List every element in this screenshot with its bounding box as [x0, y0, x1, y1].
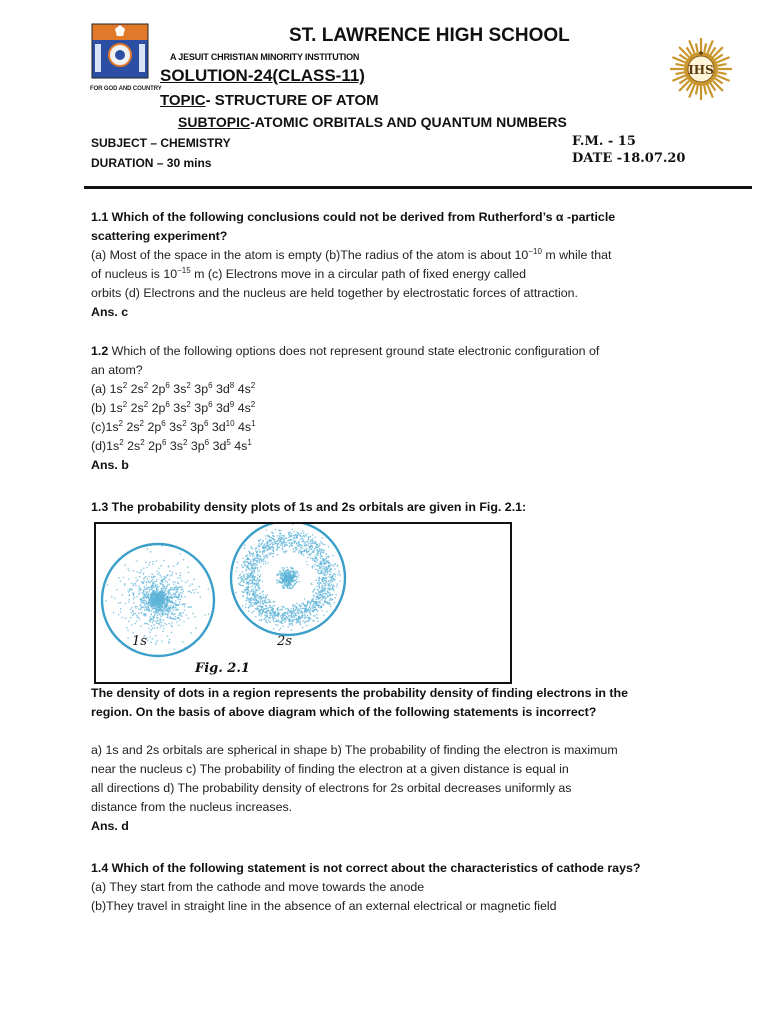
q3-options-line3: all directions d) The probability density of electrons for 2s orbital decreases uniformly as [91, 781, 572, 795]
q2-question-text: Which of the following options does not represent ground state electronic configuration of [108, 344, 600, 358]
subject-line: SUBJECT – CHEMISTRY [91, 136, 231, 150]
subtopic-line [178, 114, 567, 130]
topic-line [160, 92, 379, 109]
label-2s: 2s [277, 634, 292, 649]
q4-question: 1.4 Which of the following statement is not correct about the characteristics of cathode rays? [91, 861, 641, 875]
figure-caption: Fig. 2.1 [195, 661, 250, 676]
q1-options-line3: orbits (d) Electrons and the nucleus are held together by electrostatic forces of attraction. [91, 286, 578, 300]
q1-exponent: −10 [528, 247, 542, 256]
q3-options-line4: distance from the nucleus increases. [91, 800, 293, 814]
header-divider [84, 186, 752, 189]
q2-option: $(c)1s^2$ $2s^2$ $2p^6$ $3s^2$ $3p^6$ $3d^{10}$ $4s^1$ [91, 419, 256, 434]
q3-question: 1.3 The probability density plots of 1s and 2s orbitals are given in Fig. 2.1: [91, 500, 527, 514]
q2-number: 1.2 [91, 344, 109, 358]
q1-options-line2 [91, 265, 681, 284]
q1-opt-text: m while that [541, 248, 612, 262]
label-1s: 1s [132, 634, 147, 649]
orbital-figure [94, 522, 512, 684]
q2-option: $(d)1s^2$ $2s^2$ $2p^6$ $3s^2$ $3p^6$ $3d^5$ $4s^1$ [91, 438, 252, 453]
orbital-plot [96, 524, 510, 682]
q2-question-line2: an atom? [91, 363, 143, 377]
q1-opt-text: (a) Most of the space in the atom is empty (b)The radius of the atom is about 10 [91, 248, 529, 262]
topic-text: - STRUCTURE OF ATOM [205, 92, 379, 109]
q1-opt-text: m (c) Electrons move in a circular path of fixed energy called [190, 267, 527, 281]
q2-option: (b) $1s^2$ $2s^2$ $2p^6$ $3s^2$ $3p^6$ $3d^9$ $4s^2$ [91, 400, 256, 415]
q1-options-line1 [91, 246, 681, 265]
q3-options-line2: near the nucleus c) The probability of finding the electron at a given distance is equal in [91, 762, 569, 776]
q4-option-a: (a) They start from the cathode and move towards the anode [91, 880, 425, 894]
q1-answer: Ans. c [91, 305, 129, 319]
q1-opt-text: of nucleus is 10 [91, 267, 178, 281]
orbital-2s-dots [235, 524, 341, 631]
topic-label: TOPIC [160, 92, 206, 109]
q3-statement-line2: region. On the basis of above diagram which of the following statements is incorrect? [91, 705, 597, 719]
school-name: ST. LAWRENCE HIGH SCHOOL [289, 25, 570, 46]
q2-option: (a) $1s^2$ $2s^2$ $2p^6$ $3s^2$ $3p^6$ $3d^8$ $4s^2$ [91, 381, 256, 396]
school-crest-icon [86, 22, 154, 82]
q3-statement-line1: The density of dots in a region represents the probability density of finding electrons in the [91, 686, 628, 700]
q2-question-line1 [91, 342, 681, 361]
subtopic-text: -ATOMIC ORBITALS AND QUANTUM NUMBERS [250, 114, 567, 130]
q3-answer: Ans. d [91, 819, 129, 833]
full-marks: F.M. - 15 [572, 134, 636, 149]
subtopic-label: SUBTOPIC [178, 114, 251, 130]
solution-title: SOLUTION-24(CLASS-11) [160, 66, 365, 85]
q3-options-line1: a) 1s and 2s orbitals are spherical in shape b) The probability of finding the electron is maximum [91, 743, 618, 757]
institution-line: A JESUIT CHRISTIAN MINORITY INSTITUTION [170, 52, 360, 62]
duration-line: DURATION – 30 mins [91, 156, 212, 170]
q2-answer: Ans. b [91, 458, 129, 472]
q1-question-line2: scattering experiment? [91, 229, 228, 243]
q4-option-b: (b)They travel in straight line in the absence of an external electrical or magnetic field [91, 899, 557, 913]
q1-question-line1: 1.1 Which of the following conclusions could not be derived from Rutherford’s α -particle [91, 210, 616, 224]
q1-exponent: −15 [177, 266, 191, 275]
logo-caption: FOR GOD AND COUNTRY [90, 86, 162, 92]
orbital-1s-dots [105, 545, 209, 650]
exam-date: DATE -18.07.20 [572, 151, 686, 166]
ihs-emblem-icon [669, 37, 733, 101]
emblem-text: IHS [688, 63, 714, 77]
